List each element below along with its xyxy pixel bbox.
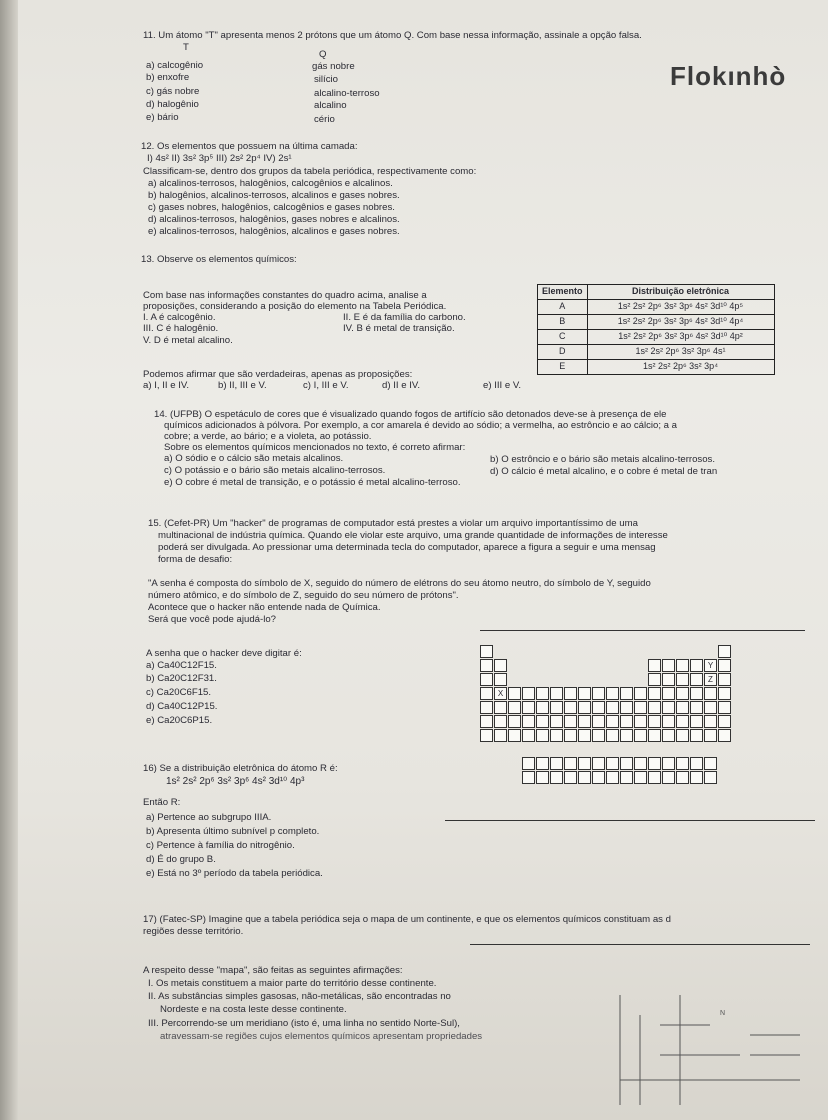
table-cell bbox=[480, 687, 493, 700]
table-cell bbox=[704, 757, 717, 770]
table-cell bbox=[592, 729, 605, 742]
table-cell bbox=[704, 729, 717, 742]
table-cell bbox=[676, 771, 689, 784]
table-cell bbox=[676, 729, 689, 742]
table-cell bbox=[690, 673, 703, 686]
q11-option-a-right: gás nobre bbox=[312, 61, 355, 72]
table-cell bbox=[550, 757, 563, 770]
q13-prop-4: IV. B é metal de transição. bbox=[343, 323, 455, 334]
q17-line-1: 17) (Fatec-SP) Imagine que a tabela periódica seja o mapa de um continente, e que os elementos químicos constituam as d bbox=[143, 914, 671, 925]
table-cell bbox=[592, 715, 605, 728]
table-cell bbox=[550, 687, 563, 700]
table-cell bbox=[620, 729, 633, 742]
electron-config-table bbox=[537, 284, 775, 375]
q15-line-4: forma de desafio: bbox=[158, 554, 233, 565]
q15-option-d: d) Ca40C12P15. bbox=[146, 701, 218, 712]
map-label-n: N bbox=[720, 1010, 726, 1017]
table-row: E 1s² 2s² 2p⁶ 3s² 3p⁴ bbox=[538, 360, 775, 375]
table-cell bbox=[662, 687, 675, 700]
table-cell bbox=[676, 701, 689, 714]
table-cell bbox=[564, 771, 577, 784]
table-cell bbox=[634, 771, 647, 784]
q17-line-2: regiões desse território. bbox=[143, 926, 244, 937]
table-cell bbox=[606, 715, 619, 728]
q13-prompt: Podemos afirmar que são verdadeiras, apenas as proposições: bbox=[143, 369, 413, 380]
q13-prop-1: I. A é calcogênio. bbox=[143, 312, 216, 323]
q13-option-e: e) III e V. bbox=[483, 380, 522, 391]
table-cell bbox=[480, 729, 493, 742]
q12-prompt: Classificam-se, dentro dos grupos da tabela periódica, respectivamente como: bbox=[143, 166, 477, 177]
table-cell bbox=[634, 687, 647, 700]
table-cell bbox=[522, 771, 535, 784]
q14-option-a: a) O sódio e o cálcio são metais alcalinos. bbox=[164, 453, 344, 464]
q17-statement-3a: III. Percorrendo-se um meridiano (isto é, uma linha no sentido Norte-Sul), bbox=[148, 1018, 460, 1029]
table-cell bbox=[578, 757, 591, 770]
q12-option-e: e) alcalinos-terrosos, halogênios, alcalinos e gases nobres. bbox=[148, 226, 400, 237]
q15-option-e: e) Ca20C6P15. bbox=[146, 715, 213, 726]
table-cell bbox=[550, 771, 563, 784]
q15-line-2: multinacional de indústria química. Quando ele violar este arquivo, uma grande quantidade de informações de interesse bbox=[158, 530, 668, 541]
table-cell bbox=[676, 757, 689, 770]
table-cell bbox=[550, 729, 563, 742]
table-cell bbox=[578, 729, 591, 742]
q13-text-1: Com base nas informações constantes do quadro acima, analise a bbox=[143, 290, 427, 301]
table-header-config: Distribuição eletrônica bbox=[587, 285, 774, 300]
q12-configs: I) 4s² II) 3s² 3p⁵ III) 2s² 2p⁴ IV) 2s¹ bbox=[147, 153, 292, 164]
table-cell bbox=[564, 715, 577, 728]
table-cell bbox=[634, 729, 647, 742]
q13-statement: 13. Observe os elementos químicos: bbox=[141, 254, 297, 265]
q11-col-left-header: T bbox=[183, 42, 189, 53]
table-cell bbox=[690, 771, 703, 784]
table-cell bbox=[620, 757, 633, 770]
table-cell bbox=[550, 701, 563, 714]
table-cell bbox=[634, 701, 647, 714]
q14-prompt: Sobre os elementos químicos mencionados no texto, é correto afirmar: bbox=[164, 442, 466, 453]
table-cell bbox=[536, 715, 549, 728]
cell-z: Z bbox=[704, 673, 717, 686]
table-cell bbox=[522, 687, 535, 700]
table-cell bbox=[508, 729, 521, 742]
table-cell bbox=[578, 715, 591, 728]
q16-option-e: e) Está no 3º período da tabela periódica. bbox=[146, 868, 323, 879]
q15-line-5: Acontece que o hacker não entende nada de Química. bbox=[148, 602, 381, 613]
table-cell bbox=[648, 771, 661, 784]
table-cell bbox=[662, 659, 675, 672]
q13-prop-5: V. D é metal alcalino. bbox=[143, 335, 233, 346]
q17-statement-3b: atravessam-se regiões cujos elementos químicos apresentam propriedades bbox=[160, 1031, 483, 1042]
table-cell bbox=[480, 701, 493, 714]
q14-line-3: cobre; a verde, ao bário; e a violeta, ao potássio. bbox=[164, 431, 372, 442]
divider bbox=[480, 630, 805, 631]
q17-statement-1: I. Os metais constituem a maior parte do território desse continente. bbox=[148, 978, 437, 989]
table-cell bbox=[662, 729, 675, 742]
q12-option-d: d) alcalinos-terrosos, halogênios, gases nobres e alcalinos. bbox=[148, 214, 400, 225]
table-cell bbox=[508, 715, 521, 728]
table-cell bbox=[494, 701, 507, 714]
q11-option-e-right: cério bbox=[314, 114, 335, 125]
table-cell bbox=[606, 729, 619, 742]
table-cell bbox=[592, 757, 605, 770]
table-cell bbox=[480, 659, 493, 672]
q16-statement: 16) Se a distribuição eletrônica do átomo R é: bbox=[143, 763, 338, 774]
q11-col-right-header: Q bbox=[319, 49, 327, 60]
table-cell bbox=[648, 701, 661, 714]
table-cell bbox=[494, 715, 507, 728]
q16-config: 1s² 2s² 2p⁶ 3s² 3p⁶ 4s² 3d¹⁰ 4p³ bbox=[166, 776, 305, 787]
q14-option-b: b) O estrôncio e o bário são metais alcalino-terrosos. bbox=[490, 454, 716, 465]
table-cell bbox=[522, 715, 535, 728]
q13-option-d: d) II e IV. bbox=[382, 380, 421, 391]
table-cell bbox=[718, 673, 731, 686]
table-cell bbox=[620, 715, 633, 728]
page-edge-shadow bbox=[0, 0, 18, 1120]
table-cell bbox=[718, 659, 731, 672]
q16-option-b: b) Apresenta último subnível p completo. bbox=[146, 826, 320, 837]
table-cell bbox=[522, 729, 535, 742]
q11-option-a: a) calcogênio bbox=[146, 60, 204, 71]
table-cell bbox=[508, 687, 521, 700]
table-cell bbox=[536, 701, 549, 714]
table-cell bbox=[592, 771, 605, 784]
q12-statement: 12. Os elementos que possuem na última camada: bbox=[141, 141, 358, 152]
table-row: B 1s² 2s² 2p⁶ 3s² 3p⁶ 4s² 3d¹⁰ 4p⁴ bbox=[538, 315, 775, 330]
table-cell bbox=[536, 771, 549, 784]
table-cell bbox=[648, 673, 661, 686]
q15-option-c: c) Ca20C6F15. bbox=[146, 687, 212, 698]
table-cell bbox=[690, 757, 703, 770]
q13-option-a: a) I, II e IV. bbox=[143, 380, 190, 391]
table-cell bbox=[648, 659, 661, 672]
q12-option-b: b) halogênios, alcalinos-terrosos, alcalinos e gases nobres. bbox=[148, 190, 400, 201]
table-cell bbox=[648, 757, 661, 770]
table-cell bbox=[718, 687, 731, 700]
table-cell bbox=[704, 715, 717, 728]
table-cell bbox=[522, 757, 535, 770]
table-cell bbox=[676, 715, 689, 728]
table-cell bbox=[480, 645, 493, 658]
table-cell bbox=[718, 729, 731, 742]
q15-quote-2: número atômico, e do símbolo de Z, seguido do seu número de prótons". bbox=[148, 590, 459, 601]
q11-option-e: e) bário bbox=[146, 112, 179, 123]
q13-option-c: c) I, III e V. bbox=[303, 380, 349, 391]
table-cell bbox=[690, 715, 703, 728]
q17-statement-2a: II. As substâncias simples gasosas, não-metálicas, são encontradas no bbox=[148, 991, 451, 1002]
table-cell bbox=[648, 687, 661, 700]
table-cell bbox=[536, 687, 549, 700]
table-cell bbox=[564, 687, 577, 700]
q14-option-d: d) O cálcio é metal alcalino, e o cobre é metal de tran bbox=[490, 466, 718, 477]
table-cell bbox=[690, 729, 703, 742]
q15-option-b: b) Ca20C12F31. bbox=[146, 673, 217, 684]
table-cell bbox=[676, 659, 689, 672]
table-row: A 1s² 2s² 2p⁶ 3s² 3p⁶ 4s² 3d¹⁰ 4p⁵ bbox=[538, 300, 775, 315]
table-cell bbox=[676, 687, 689, 700]
table-cell bbox=[480, 673, 493, 686]
table-cell bbox=[690, 687, 703, 700]
q17-intro: A respeito desse "mapa", são feitas as seguintes afirmações: bbox=[143, 965, 403, 976]
table-cell bbox=[690, 659, 703, 672]
q13-text-2: proposições, considerando a posição do elemento na Tabela Periódica. bbox=[143, 301, 447, 312]
table-cell bbox=[662, 715, 675, 728]
table-cell bbox=[662, 701, 675, 714]
table-cell bbox=[620, 701, 633, 714]
table-cell bbox=[634, 715, 647, 728]
divider bbox=[470, 944, 810, 945]
table-cell bbox=[564, 701, 577, 714]
table-cell bbox=[522, 701, 535, 714]
table-cell bbox=[648, 715, 661, 728]
cell-x: X bbox=[494, 687, 507, 700]
q12-option-c: c) gases nobres, halogênios, calcogênios e gases nobres. bbox=[148, 202, 395, 213]
q15-option-a: a) Ca40C12F15. bbox=[146, 660, 217, 671]
table-cell bbox=[508, 701, 521, 714]
q16-option-d: d) É do grupo B. bbox=[146, 854, 216, 865]
table-cell bbox=[634, 757, 647, 770]
table-cell bbox=[704, 771, 717, 784]
divider bbox=[445, 820, 815, 821]
q11-option-b: b) enxofre bbox=[146, 72, 190, 83]
table-cell bbox=[662, 757, 675, 770]
q13-prop-3: III. C é halogênio. bbox=[143, 323, 219, 334]
table-cell bbox=[718, 645, 731, 658]
q12-option-a: a) alcalinos-terrosos, halogênios, calcogênios e alcalinos. bbox=[148, 178, 393, 189]
map-diagram bbox=[600, 985, 820, 1115]
table-cell bbox=[620, 687, 633, 700]
table-cell bbox=[718, 715, 731, 728]
q14-option-e: e) O cobre é metal de transição, e o potássio é metal alcalino-terroso. bbox=[164, 477, 461, 488]
q11-option-b-right: silício bbox=[314, 74, 338, 85]
q14-line-1: 14. (UFPB) O espetáculo de cores que é visualizado quando fogos de artifício são detonados deve-se à presença de ele bbox=[154, 409, 667, 420]
q14-line-2: químicos adicionados à pólvora. Por exemplo, a cor amarela é devido ao sódio; a vermelha, ao estrôncio e ao cálcio; a a bbox=[164, 420, 678, 431]
q16-prompt: Então R: bbox=[143, 797, 181, 808]
table-cell bbox=[494, 673, 507, 686]
table-row: D 1s² 2s² 2p⁶ 3s² 3p⁶ 4s¹ bbox=[538, 345, 775, 360]
q17-statement-2b: Nordeste e na costa leste desse continente. bbox=[160, 1004, 347, 1015]
table-cell bbox=[690, 701, 703, 714]
watermark-logo: Flokınhò bbox=[670, 61, 787, 91]
cell-y: Y bbox=[704, 659, 717, 672]
table-cell bbox=[606, 701, 619, 714]
table-cell bbox=[620, 771, 633, 784]
q11-statement: 11. Um átomo "T" apresenta menos 2 prótons que um átomo Q. Com base nessa informação, assinale a opção falsa. bbox=[143, 30, 642, 41]
table-cell bbox=[494, 659, 507, 672]
q15-quote-1: "A senha é composta do símbolo de X, seguido do número de elétrons do seu átomo neutro, do símbolo de Y, seguido bbox=[148, 578, 651, 589]
table-cell bbox=[606, 687, 619, 700]
table-cell bbox=[578, 687, 591, 700]
table-cell bbox=[606, 757, 619, 770]
table-cell bbox=[718, 701, 731, 714]
table-cell bbox=[480, 715, 493, 728]
q15-line-3: poderá ser divulgada. Ao pressionar uma determinada tecla do computador, aparece a figura a seguir e uma mensag bbox=[158, 542, 656, 553]
q15-line-1: 15. (Cefet-PR) Um "hacker" de programas de computador está prestes a violar um arquivo importantíssimo de uma bbox=[148, 518, 638, 529]
table-cell bbox=[578, 701, 591, 714]
table-cell bbox=[704, 687, 717, 700]
q13-prop-2: II. E é da família do carbono. bbox=[343, 312, 466, 323]
table-cell bbox=[606, 771, 619, 784]
table-cell bbox=[662, 673, 675, 686]
table-cell bbox=[550, 715, 563, 728]
q14-option-c: c) O potássio e o bário são metais alcalino-terrosos. bbox=[164, 465, 386, 476]
table-cell bbox=[564, 757, 577, 770]
q15-line-6: Será que você pode ajudá-lo? bbox=[148, 614, 277, 625]
table-header-element: Elemento bbox=[538, 285, 588, 300]
q11-option-d-right: alcalino bbox=[314, 100, 347, 111]
table-cell bbox=[648, 729, 661, 742]
q16-option-c: c) Pertence à família do nitrogênio. bbox=[146, 840, 295, 851]
table-cell bbox=[676, 673, 689, 686]
table-cell bbox=[494, 729, 507, 742]
table-cell bbox=[536, 757, 549, 770]
q11-option-c-right: alcalino-terroso bbox=[314, 88, 380, 99]
q11-option-d: d) halogênio bbox=[146, 99, 199, 110]
table-cell bbox=[578, 771, 591, 784]
q15-prompt: A senha que o hacker deve digitar é: bbox=[146, 648, 302, 659]
table-cell bbox=[564, 729, 577, 742]
q11-option-c: c) gás nobre bbox=[146, 86, 200, 97]
table-cell bbox=[662, 771, 675, 784]
periodic-table-diagram bbox=[480, 645, 810, 815]
q13-option-b: b) II, III e V. bbox=[218, 380, 267, 391]
table-cell bbox=[592, 701, 605, 714]
table-cell bbox=[592, 687, 605, 700]
table-cell bbox=[536, 729, 549, 742]
table-cell bbox=[704, 701, 717, 714]
q16-option-a: a) Pertence ao subgrupo IIIA. bbox=[146, 812, 272, 823]
table-row: C 1s² 2s² 2p⁶ 3s² 3p⁶ 4s² 3d¹⁰ 4p² bbox=[538, 330, 775, 345]
